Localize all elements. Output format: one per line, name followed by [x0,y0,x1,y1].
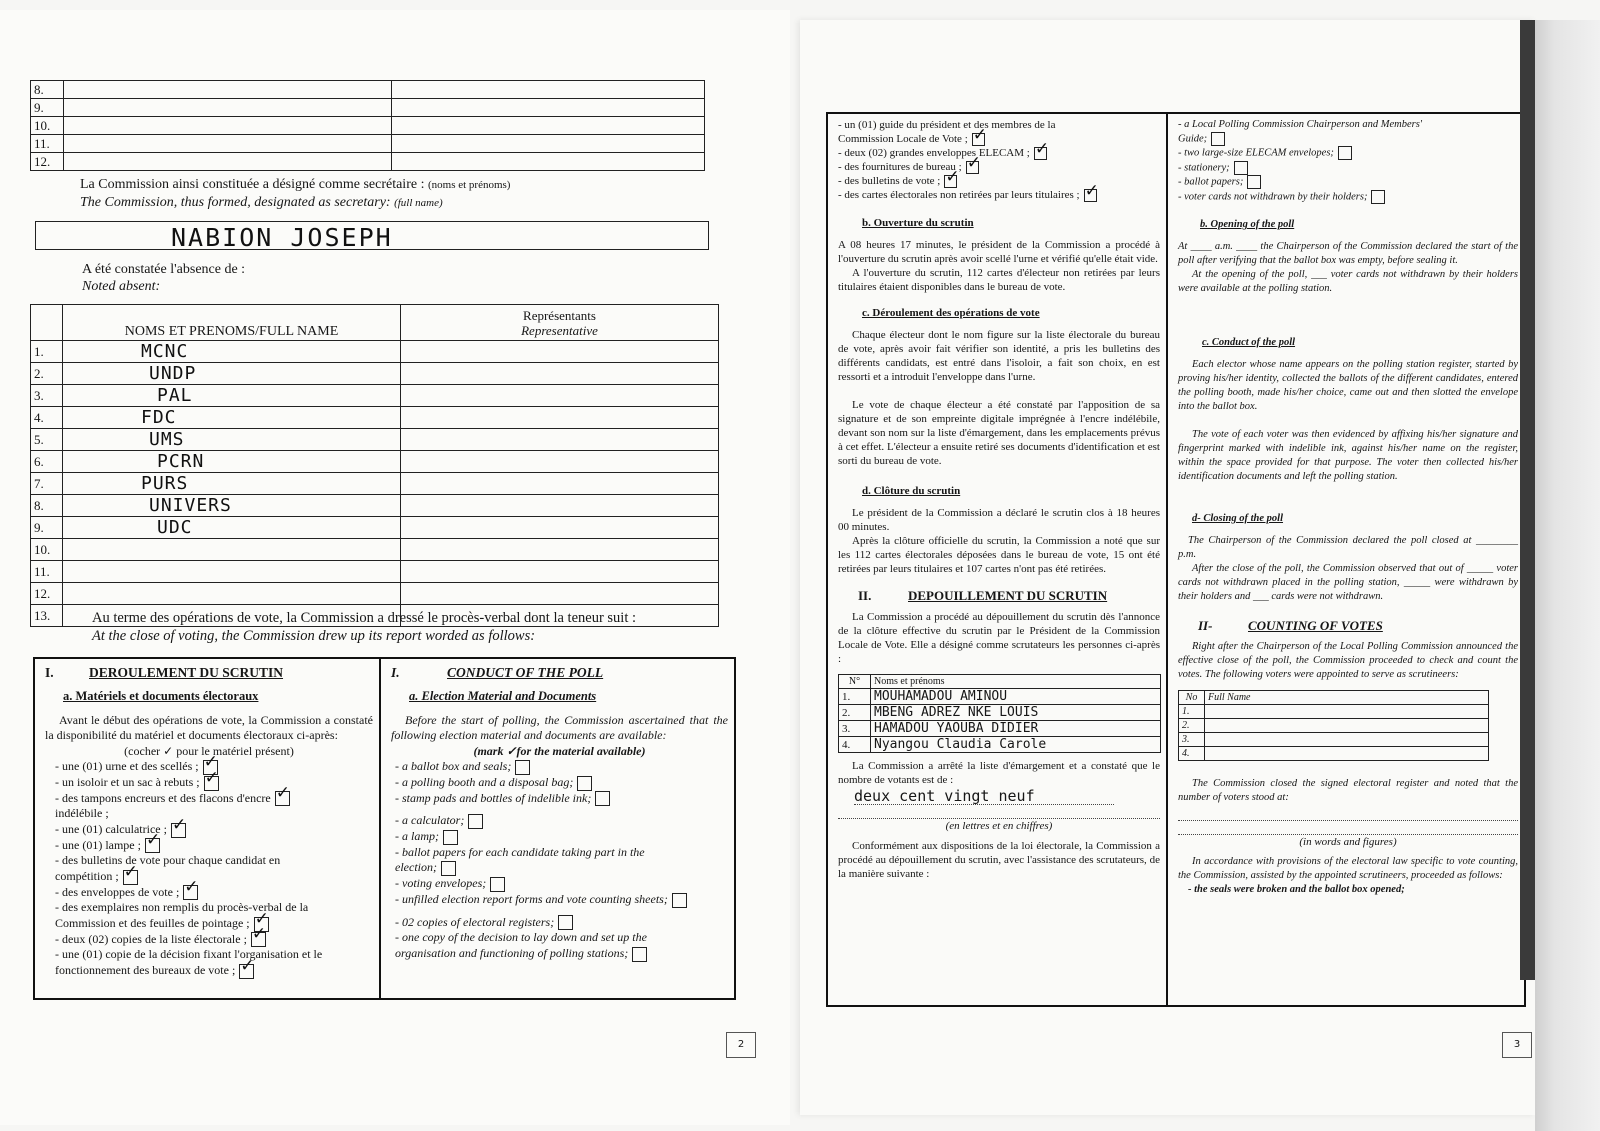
absent-row-number: 10. [31,539,63,561]
section1-fr-mark: (cocher ✓ pour le matériel présent) [124,744,294,758]
absent-name-handwritten: MCNC [141,341,189,362]
material-item-en: - a calculator; [395,813,728,829]
opening-fr-text2: A l'ouverture du scrutin, 112 cartes d'électeur non retirées par leurs titulaires étaient disponibles dans le bureau de vote. [838,267,1160,293]
checkbox-checked[interactable] [944,175,957,188]
member-row-number: 10. [31,117,64,135]
absent-row-number: 13. [31,605,63,627]
member-row [31,99,705,117]
absent-row [31,451,719,473]
final-en-text: In accordance with provisions of the electoral law specific to vote counting, the Commission, assisted by the appointed scrutineers, proceeded as follows: [1178,856,1518,882]
voters-en-text: The Commission closed the signed electoral register and noted that the number of voters stood at: [1178,778,1518,804]
scrutineer-number-en: 3. [1179,733,1205,747]
opening-en-title: b. Opening of the poll [1200,219,1295,231]
member-row [31,81,705,99]
absent-row-name [63,495,401,517]
checkbox-empty[interactable] [1247,175,1261,189]
checkbox-checked[interactable] [239,964,254,979]
material-item-en-cont: - voter cards not withdrawn by their holders; [1178,190,1518,204]
absent-row [31,539,719,561]
scrutineer-number-en: 4. [1179,747,1205,761]
member-row-role [392,135,705,153]
material-item-fr: - des tampons encreurs et des flacons d'encre✓ [55,791,373,807]
absent-label-en: Noted absent: [82,279,161,294]
right-en-items [1178,118,1518,204]
absent-row-number: 3. [31,385,63,407]
scrutineer-row-en [1179,747,1489,761]
absent-row-rep [401,429,719,451]
absent-row-rep [401,341,719,363]
checkbox-checked[interactable] [966,161,979,174]
section1-fr-items [55,759,373,979]
material-item-fr: - deux (02) copies de la liste électorale ;✓ [55,932,373,948]
absent-row [31,583,719,605]
absent-name-handwritten: FDC [141,407,177,428]
checkbox-empty[interactable] [1338,146,1352,160]
checkbox-empty[interactable] [632,947,647,962]
material-item-fr: - une (01) calculatrice ;✓ [55,822,373,838]
report-intro-en: At the close of voting, the Commission drew up its report worded as follows: [92,628,536,644]
scrutineer-name: Nyangou Claudia Carole [871,737,1161,753]
material-item-fr-cont: - un (01) guide du président et des membres de la [838,119,1056,131]
absent-name-handwritten: PCRN [157,451,205,472]
checkbox-empty[interactable] [672,893,687,908]
absent-row-name [63,561,401,583]
scrutineer-name: MOUHAMADOU AMINOU [871,689,1161,705]
absent-row-rep [401,473,719,495]
material-item-en: - 02 copies of electoral registers; [395,915,728,931]
absent-row-name [63,517,401,539]
conduct-fr-text1: Chaque électeur dont le nom figure sur la liste électorale du bureau de vote, après avoir fait vérifier son identité, a pris les bulletins des différents candidats, est entré dans l'isoloir, a fait son choix, en est ressorti et a introduit l'enveloppe dans l'urne. [838,329,1160,383]
scrutineer-name: HAMADOU YAOUBA DIDIER [871,721,1161,737]
absent-row-name [63,583,401,605]
absent-row-number: 12. [31,583,63,605]
material-item-en: - a polling booth and a disposal bag; [395,775,728,791]
secretary-label-en: The Commission, thus formed, designated as secretary: (full name) [80,195,443,210]
material-item-en: - voting envelopes; [395,876,728,892]
absent-row [31,363,719,385]
voters-fr-text: La Commission a arrêté la liste d'émargement et a constaté que le nombre de votants est de : [838,760,1160,786]
material-item-en: organisation and functioning of polling stations; [395,946,728,962]
absent-name-handwritten: UDC [157,517,193,538]
material-item-fr-cont: Commission Locale de Vote ;✓ [838,132,1160,146]
absent-row [31,495,719,517]
checkbox-empty[interactable] [443,830,458,845]
scrutineer-number-en: 2. [1179,719,1205,733]
material-item-en-cont: - a Local Polling Commission Chairperson and Members' [1178,119,1423,130]
checkbox-empty[interactable] [490,877,505,892]
counting-en-text: Right after the Chairperson of the Local Polling Commission announced the effective close of the poll, the Commission proceeded to check and count the votes. The following voters were appointed to serve as scrutineers: [1178,641,1518,681]
absent-row [31,385,719,407]
conduct-en-title: c. Conduct of the poll [1202,337,1296,349]
secretary-name: NABION JOSEPH [171,223,393,252]
absent-row-name [63,341,401,363]
absent-row-number: 6. [31,451,63,473]
report-intro-fr: Au terme des opérations de vote, la Commission a dressé le procès-verbal dont la teneur suit : [92,610,637,626]
member-row [31,135,705,153]
closing-fr-text2: Après la clôture officielle du scrutin, la Commission a noté que sur les 112 cartes électorales déposées dans le bureau de vote, 15 ont été retirées par leurs titulaires et 107 cartes n'ont pas été retirées. [838,535,1160,575]
absent-row-rep [401,539,719,561]
absent-row-rep [401,583,719,605]
absent-row-rep [401,407,719,429]
absent-row [31,473,719,495]
right-page [800,20,1535,1115]
secretary-label-fr: La Commission ainsi constituée a désigné comme secrétaire : (noms et prénoms) [80,177,511,192]
scrutineer-row-en [1179,733,1489,747]
opening-fr-text1: A 08 heures 17 minutes, le président de la Commission a procédé à l'ouverture du scrutin après avoir scellé l'urne et vérifié qu'elle était vide. [838,239,1160,265]
checkbox-checked[interactable] [123,870,138,885]
absent-name-handwritten: UMS [149,429,185,450]
final-fr-text: Conformément aux dispositions de la loi électorale, la Commission a procédé au dépouillement du scrutin, avec l'assistance des scrutateurs, de la manière suivante : [838,840,1160,880]
absent-row-number: 9. [31,517,63,539]
absent-row [31,341,719,363]
conduct-fr-title: c. Déroulement des opérations de vote [862,307,1040,319]
member-row-name [64,117,392,135]
scrutineer-number: 4. [839,737,871,753]
scrutineer-number: 2. [839,705,871,721]
checkbox-empty[interactable] [1211,132,1225,146]
checkbox-empty[interactable] [558,915,573,930]
opening-fr-title: b. Ouverture du scrutin [862,217,974,229]
absent-row-number: 4. [31,407,63,429]
final-en-item: - the seals were broken and the ballot box opened; [1188,884,1405,896]
checkbox-checked[interactable] [972,133,985,146]
material-item-en: - unfilled election report forms and vote counting sheets; [395,892,728,908]
checkbox-checked[interactable] [183,885,198,900]
member-row-role [392,81,705,99]
member-row [31,153,705,171]
scrutineer-name-en [1205,733,1489,747]
checkbox-checked[interactable] [145,838,160,853]
checkbox-checked[interactable] [275,791,290,806]
member-row-number: 11. [31,135,64,153]
absent-row [31,561,719,583]
absent-row-rep [401,517,719,539]
section1-en-mark: (mark ✓for the material available) [473,744,646,758]
scrutineer-name: MBENG ADREZ NKE LOUIS [871,705,1161,721]
conduct-en-text1: Each elector whose name appears on the polling station register, started by proving his/her identity, collected the ballots of the different candidates, entered the polling booth, made his/her choice, came out and then slotted the envelope into the ballot box. [1178,359,1518,413]
material-item-fr: fonctionnement des bureaux de vote ;✓ [55,963,373,979]
absent-row-number: 2. [31,363,63,385]
conduct-en-text2: The vote of each voter was then evidenced by affixing his/her signature and fingerprint marked with indelible ink, against his/her name on the register, within the space provided for that purpose. The voter then collected his/her identification documents and left the polling station. [1178,429,1518,483]
absent-num-head [31,305,63,341]
checkbox-empty[interactable] [1234,161,1248,175]
checkbox-empty[interactable] [441,861,456,876]
scrutineer-name-en [1205,705,1489,719]
absent-row-number: 8. [31,495,63,517]
absent-name-handwritten: PAL [157,385,193,406]
checkbox-checked[interactable] [1034,147,1047,160]
absent-row-name [63,451,401,473]
scrutineer-row [839,721,1161,737]
absent-row [31,429,719,451]
opening-en-text1: At ____ a.m. ____ the Chairperson of the Commission declared the start of the poll after verifying that the ballot box was empty, before sealing it. [1178,241,1518,267]
page-number-left: 2 [726,1032,756,1058]
absent-row-rep [401,561,719,583]
material-item-fr: - des exemplaires non remplis du procès-verbal de la [55,900,309,915]
absent-row-rep [401,385,719,407]
top-members-table [30,80,705,171]
opening-en-text2: At the opening of the poll, ___ voter cards not withdrawn by their holders were available at the polling station. [1178,269,1518,295]
right-fr-col [828,114,1168,1005]
scrutineer-row [839,689,1161,705]
background-edge [1535,20,1600,1131]
member-row-name [64,81,392,99]
checkbox-checked[interactable] [1084,189,1097,202]
scrutineer-row-en [1179,719,1489,733]
checkbox-empty[interactable] [1371,190,1385,204]
scrutineer-row [839,705,1161,721]
member-row-name [64,135,392,153]
absent-row-rep [401,451,719,473]
material-item-fr-cont: - des fournitures de bureau ;✓ [838,160,1160,174]
member-row [31,117,705,135]
material-item-en-cont: - stationery; [1178,161,1518,175]
checkbox-empty[interactable] [468,814,483,829]
absent-row-number: 1. [31,341,63,363]
scrutineer-name-en [1205,747,1489,761]
section1-box [33,657,736,1000]
right-en-col [1170,114,1524,1005]
absent-rep-head: Représentants Representative [401,305,719,341]
section1-fr-intro: Avant le début des opérations de vote, la Commission a constaté la disponibilité du matériel et documents électoraux ci-après: [45,713,373,742]
absent-name-handwritten: UNDP [149,363,197,384]
scrutineer-row [839,737,1161,753]
material-item-fr: - une (01) lampe ;✓ [55,838,373,854]
material-item-fr-cont: - des bulletins de vote ;✓ [838,174,1160,188]
absent-row-number: 5. [31,429,63,451]
material-item-fr-cont: - des cartes électorales non retirées par leurs titulaires ;✓ [838,188,1160,202]
scrutineer-number: 3. [839,721,871,737]
secretary-name-box [35,221,709,250]
section1-fr-sub: a. Matériels et documents électoraux [63,689,259,703]
scrutineer-row-en [1179,705,1489,719]
section1-fr-col [35,659,381,998]
checkbox-empty[interactable] [515,760,530,775]
page-shadow-strip [1520,20,1536,980]
material-item-fr: indélébile ; [55,806,109,821]
member-row-number: 8. [31,81,64,99]
member-row-role [392,117,705,135]
closing-fr-text1: Le président de la Commission a déclaré le scrutin clos à 18 heures 00 minutes. [838,507,1160,533]
counting-en-heading: II- COUNTING OF VOTES [1198,618,1383,634]
voters-fr-note: (en lettres et en chiffres) [945,820,1053,832]
counting-fr-heading: II. DEPOUILLEMENT DU SCRUTIN [858,588,1108,603]
material-item-en: - ballot papers for each candidate taking part in the [395,844,645,859]
conduct-fr-text2: Le vote de chaque électeur a été constaté par l'apposition de sa signature et de son empreinte digitale imprégnée à l'encre indélébile, devant son nom sur la liste d'émargement, dans les emplacements prévus à cet effet. L'électeur a ensuite retiré ses documents d'identification et est sorti du bureau de vote. [838,399,1160,467]
material-item-fr-cont: - deux (02) grandes enveloppes ELECAM ;✓ [838,146,1160,160]
voters-value: deux cent vingt neuf [854,787,1114,805]
absent-row-name [63,385,401,407]
closing-en-text1: The Chairperson of the Commission declared the poll closed at ________ p.m. [1178,535,1518,561]
material-item-en: - stamp pads and bottles of indelible ink; [395,791,728,807]
absent-row-number: 11. [31,561,63,583]
closing-en-title: d- Closing of the poll [1192,513,1284,525]
member-row-name [64,99,392,117]
section1-en-heading: I. CONDUCT OF THE POLL [391,665,604,680]
material-item-en-cont: Guide; [1178,132,1518,146]
voters-en-note: (in words and figures) [1299,836,1397,849]
scrutineer-number: 1. [839,689,871,705]
counting-fr-text: La Commission a procédé au dépouillement du scrutin dès l'annonce de la clôture effective du scrutin par le Président de la Commission Locale de Vote. Elle a désigné comme scrutateurs les personnes ci-après : [838,611,1160,665]
absent-table [30,304,719,627]
section1-en-col [383,659,734,998]
absent-row-rep [401,363,719,385]
absent-row [31,517,719,539]
material-item-en-cont: - ballot papers; [1178,175,1518,189]
voters-en-line-1 [1178,805,1518,821]
material-item-en: - one copy of the decision to lay down and set up the [395,930,647,945]
closing-fr-title: d. Clôture du scrutin [862,485,961,497]
section1-en-items [395,759,728,962]
member-row-number: 12. [31,153,64,171]
material-item-en: - a ballot box and seals; [395,759,728,775]
checkbox-checked[interactable] [251,932,266,947]
absent-row-name [63,363,401,385]
checkbox-checked[interactable] [204,776,219,791]
material-item-en: election; [395,860,728,876]
scrutineers-en-table: No Full Name 1. 2. 3. 4. [1178,690,1489,761]
section1-en-sub: a. Election Material and Documents [409,689,597,703]
voters-line-2 [838,805,1160,819]
material-item-fr: - une (01) copie de la décision fixant l'organisation et le [55,947,323,962]
page-number-right: 3 [1502,1032,1532,1058]
member-row-number: 9. [31,99,64,117]
checkbox-empty[interactable] [595,791,610,806]
member-row-role [392,99,705,117]
material-item-fr: - une (01) urne et des scellés ;✓ [55,759,373,775]
material-item-fr: - des bulletins de vote pour chaque candidat en [55,853,281,868]
closing-en-text2: After the close of the poll, the Commission observed that out of _____ voter cards not withdrawn placed in the polling station, _____ were withdrawn by their holders and ___ cards were not withdrawn. [1178,563,1518,603]
absent-row-name [63,407,401,429]
section1-fr-heading: I. DEROULEMENT DU SCRUTIN [45,665,284,680]
checkbox-checked[interactable] [171,823,186,838]
left-page [0,10,790,1125]
scrutineers-fr-table: N° Noms et prénoms 1. MOUHAMADOU AMINOU 2. MBENG ADREZ NKE LOUIS 3. HAMADOU YAOUBA DIDIER 4. Nyangou Claudia Carole [838,674,1161,753]
material-item-fr: - des enveloppes de vote ;✓ [55,885,373,901]
absent-row-name [63,539,401,561]
scrutineer-name-en [1205,719,1489,733]
absent-row [31,407,719,429]
checkbox-empty[interactable] [577,776,592,791]
material-item-en: - a lamp; [395,829,728,845]
scrutineer-number-en: 1. [1179,705,1205,719]
absent-name-head: NOMS ET PRENOMS/FULL NAME [63,305,401,341]
material-item-fr: Commission et des feuilles de pointage ;✓ [55,916,373,932]
section1-en-intro: Before the start of polling, the Commission ascertained that the following election material and documents are available: [391,713,728,742]
member-row-name [64,153,392,171]
member-row-role [392,153,705,171]
absent-row-name [63,473,401,495]
voters-en-line-2 [1178,821,1518,835]
absent-row-rep [401,495,719,517]
absent-name-handwritten: PURS [141,473,189,494]
material-item-fr: compétition ;✓ [55,869,373,885]
right-main-box [826,112,1526,1007]
right-fr-items [838,118,1160,202]
absent-row-number: 7. [31,473,63,495]
absent-name-handwritten: UNIVERS [149,495,232,516]
absent-row-name [63,429,401,451]
absent-label-fr: A été constatée l'absence de : [82,262,246,277]
material-item-en-cont: - two large-size ELECAM envelopes; [1178,146,1518,160]
material-item-fr: - un isoloir et un sac à rebuts ;✓ [55,775,373,791]
